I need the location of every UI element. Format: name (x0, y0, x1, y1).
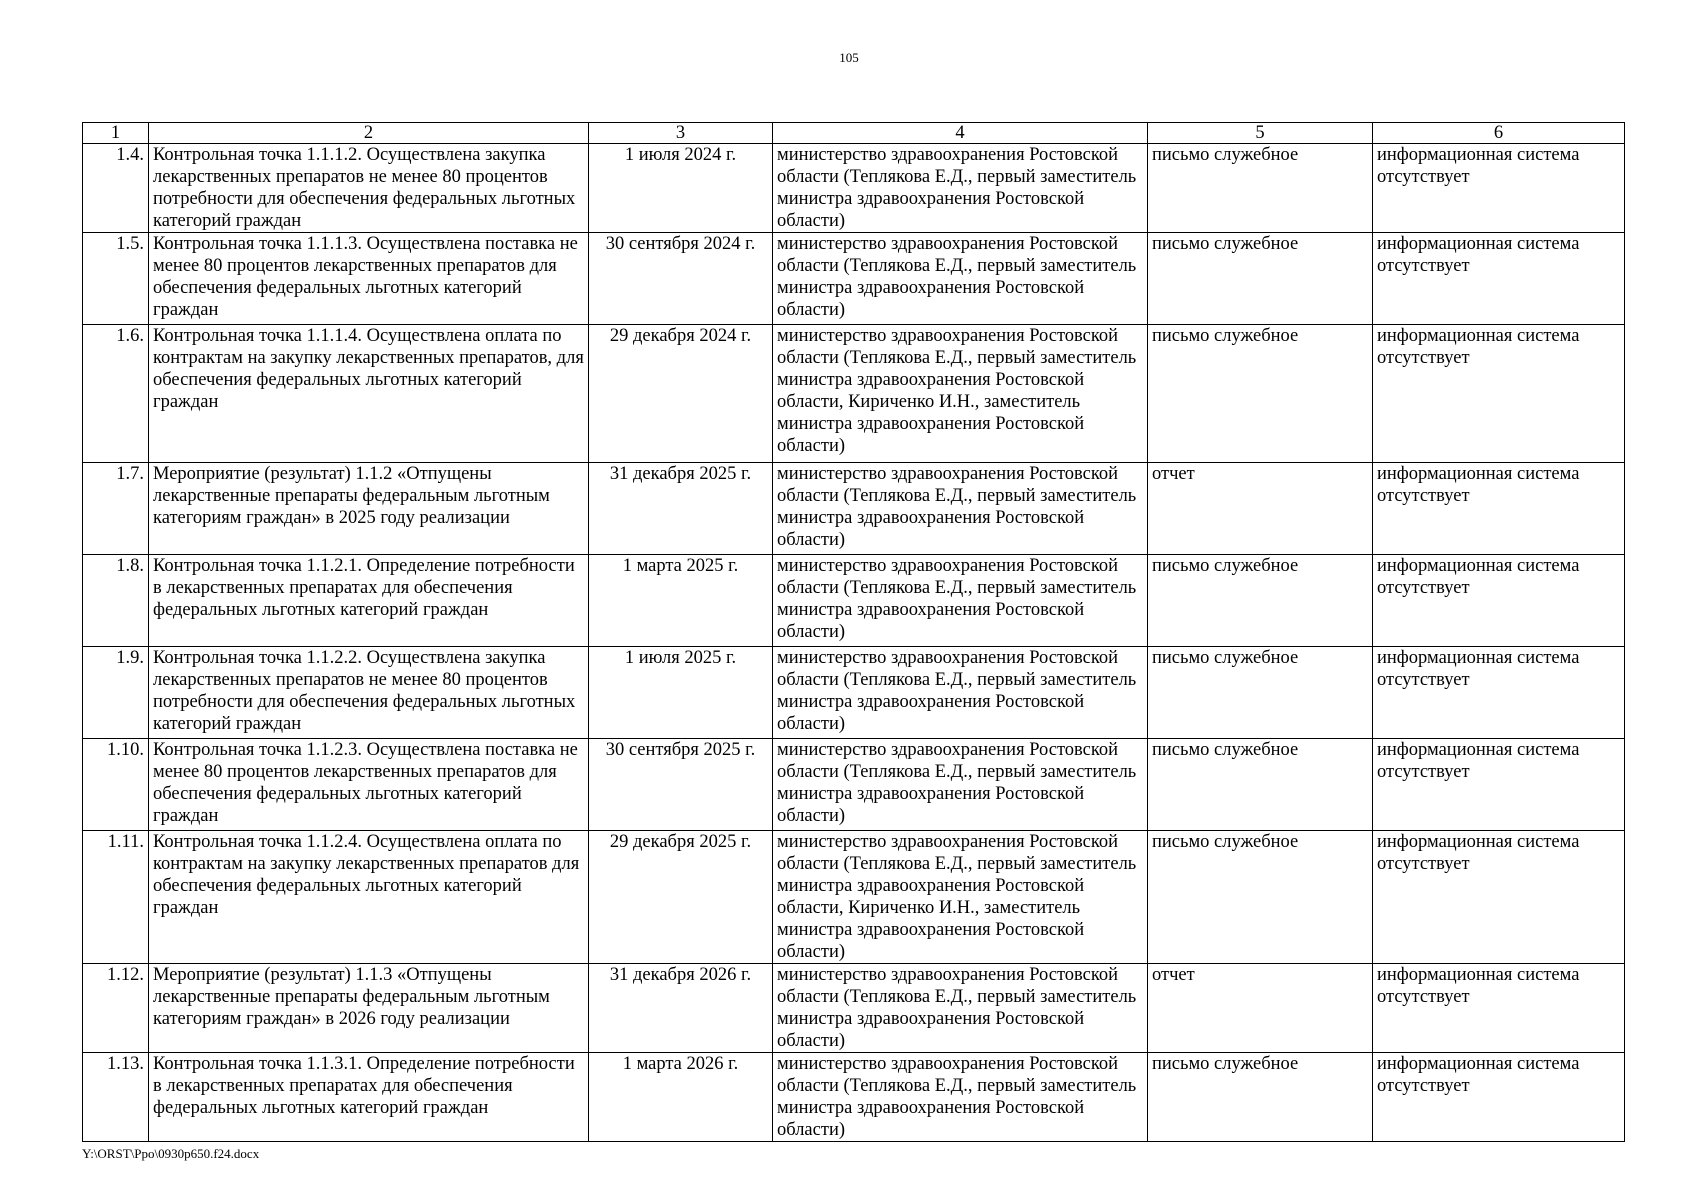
table-row (83, 555, 1625, 647)
row-responsible: министерство здравоохранения Ростовской области (Теплякова Е.Д., первый заместитель министра здравоохранения Ростовской области, Кириченко И.Н., заместитель министра здравоохранения Ростовской области) (773, 831, 1148, 964)
row-date: 30 сентября 2025 г. (589, 739, 773, 831)
row-description: Контрольная точка 1.1.2.3. Осуществлена поставка не менее 80 процентов лекарственных препаратов для обеспечения федеральных льготных категорий граждан (149, 739, 589, 831)
row-responsible: министерство здравоохранения Ростовской области (Теплякова Е.Д., первый заместитель министра здравоохранения Ростовской области) (773, 555, 1148, 647)
table-header-row (83, 123, 1625, 144)
column-header: 1 (83, 123, 149, 144)
row-info-system: информационная система отсутствует (1373, 831, 1625, 964)
row-info-system: информационная система отсутствует (1373, 233, 1625, 325)
row-responsible: министерство здравоохранения Ростовской области (Теплякова Е.Д., первый заместитель министра здравоохранения Ростовской области) (773, 233, 1148, 325)
row-date: 30 сентября 2024 г. (589, 233, 773, 325)
row-responsible: министерство здравоохранения Ростовской области (Теплякова Е.Д., первый заместитель министра здравоохранения Ростовской области, Кириченко И.Н., заместитель министра здравоохранения Ростовской области) (773, 325, 1148, 463)
row-description: Контрольная точка 1.1.2.4. Осуществлена оплата по контрактам на закупку лекарственных препаратов для обеспечения федеральных льготных категорий граждан (149, 831, 589, 964)
table-row (83, 831, 1625, 964)
row-number: 1.10. (83, 739, 149, 831)
row-document-type: письмо служебное (1148, 647, 1373, 739)
row-description: Контрольная точка 1.1.2.1. Определение потребности в лекарственных препаратах для обеспечения федеральных льготных категорий граждан (149, 555, 589, 647)
table-row (83, 325, 1625, 463)
row-info-system: информационная система отсутствует (1373, 144, 1625, 233)
row-number: 1.5. (83, 233, 149, 325)
column-header: 4 (773, 123, 1148, 144)
row-responsible: министерство здравоохранения Ростовской области (Теплякова Е.Д., первый заместитель министра здравоохранения Ростовской области) (773, 964, 1148, 1053)
row-description: Мероприятие (результат) 1.1.3 «Отпущены лекарственные препараты федеральным льготным категориям граждан» в 2026 году реализации (149, 964, 589, 1053)
row-number: 1.11. (83, 831, 149, 964)
footer-file-path: Y:\ORST\Ppo\0930p650.f24.docx (82, 1146, 260, 1161)
row-document-type: письмо служебное (1148, 831, 1373, 964)
row-date: 29 декабря 2025 г. (589, 831, 773, 964)
column-header: 3 (589, 123, 773, 144)
row-number: 1.13. (83, 1053, 149, 1142)
row-document-type: письмо служебное (1148, 555, 1373, 647)
row-number: 1.12. (83, 964, 149, 1053)
row-number: 1.4. (83, 144, 149, 233)
row-info-system: информационная система отсутствует (1373, 647, 1625, 739)
row-description: Контрольная точка 1.1.3.1. Определение потребности в лекарственных препаратах для обеспечения федеральных льготных категорий граждан (149, 1053, 589, 1142)
page-number: 105 (839, 50, 859, 65)
row-document-type: письмо служебное (1148, 739, 1373, 831)
row-description: Контрольная точка 1.1.1.4. Осуществлена оплата по контрактам на закупку лекарственных препаратов, для обеспечения федеральных льготных категорий граждан (149, 325, 589, 463)
column-header: 2 (149, 123, 589, 144)
row-document-type: отчет (1148, 964, 1373, 1053)
row-info-system: информационная система отсутствует (1373, 964, 1625, 1053)
row-date: 1 марта 2026 г. (589, 1053, 773, 1142)
row-description: Контрольная точка 1.1.1.2. Осуществлена закупка лекарственных препаратов не менее 80 процентов потребности для обеспечения федеральных льготных категорий граждан (149, 144, 589, 233)
row-info-system: информационная система отсутствует (1373, 463, 1625, 555)
column-header: 5 (1148, 123, 1373, 144)
row-description: Контрольная точка 1.1.2.2. Осуществлена закупка лекарственных препаратов не менее 80 процентов потребности для обеспечения федеральных льготных категорий граждан (149, 647, 589, 739)
row-document-type: письмо служебное (1148, 1053, 1373, 1142)
row-date: 1 июля 2025 г. (589, 647, 773, 739)
row-description: Мероприятие (результат) 1.1.2 «Отпущены лекарственные препараты федеральным льготным категориям граждан» в 2025 году реализации (149, 463, 589, 555)
row-document-type: отчет (1148, 463, 1373, 555)
row-responsible: министерство здравоохранения Ростовской области (Теплякова Е.Д., первый заместитель министра здравоохранения Ростовской области) (773, 463, 1148, 555)
row-date: 31 декабря 2025 г. (589, 463, 773, 555)
row-responsible: министерство здравоохранения Ростовской области (Теплякова Е.Д., первый заместитель министра здравоохранения Ростовской области) (773, 647, 1148, 739)
row-info-system: информационная система отсутствует (1373, 325, 1625, 463)
row-number: 1.7. (83, 463, 149, 555)
table-row (83, 463, 1625, 555)
table-row (83, 647, 1625, 739)
row-description: Контрольная точка 1.1.1.3. Осуществлена поставка не менее 80 процентов лекарственных препаратов для обеспечения федеральных льготных категорий граждан (149, 233, 589, 325)
row-document-type: письмо служебное (1148, 325, 1373, 463)
row-info-system: информационная система отсутствует (1373, 555, 1625, 647)
row-date: 29 декабря 2024 г. (589, 325, 773, 463)
row-info-system: информационная система отсутствует (1373, 739, 1625, 831)
table-row (83, 964, 1625, 1053)
row-responsible: министерство здравоохранения Ростовской области (Теплякова Е.Д., первый заместитель министра здравоохранения Ростовской области) (773, 1053, 1148, 1142)
row-date: 31 декабря 2026 г. (589, 964, 773, 1053)
row-responsible: министерство здравоохранения Ростовской области (Теплякова Е.Д., первый заместитель министра здравоохранения Ростовской области) (773, 144, 1148, 233)
row-date: 1 марта 2025 г. (589, 555, 773, 647)
column-header: 6 (1373, 123, 1625, 144)
table-row (83, 1053, 1625, 1142)
row-number: 1.9. (83, 647, 149, 739)
table-row (83, 233, 1625, 325)
row-document-type: письмо служебное (1148, 233, 1373, 325)
row-number: 1.8. (83, 555, 149, 647)
schedule-table (82, 122, 1625, 1142)
row-document-type: письмо служебное (1148, 144, 1373, 233)
row-date: 1 июля 2024 г. (589, 144, 773, 233)
table-row (83, 144, 1625, 233)
table-row (83, 739, 1625, 831)
row-info-system: информационная система отсутствует (1373, 1053, 1625, 1142)
row-number: 1.6. (83, 325, 149, 463)
row-responsible: министерство здравоохранения Ростовской области (Теплякова Е.Д., первый заместитель министра здравоохранения Ростовской области) (773, 739, 1148, 831)
